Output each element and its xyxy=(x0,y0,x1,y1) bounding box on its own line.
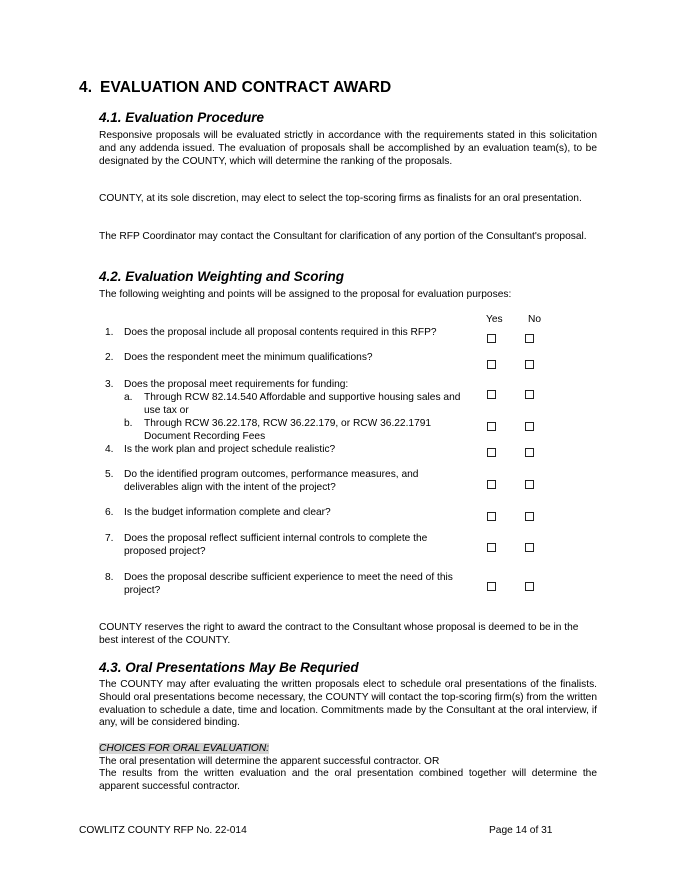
paragraph-weighting-intro: The following weighting and points will be assigned to the proposal for evaluation purposes: xyxy=(99,289,512,300)
sub-question-text: Through RCW 82.14.540 Affordable and supportive housing sales and use tax or xyxy=(144,392,461,416)
question-text: Does the proposal describe sufficient experience to meet the need of this project? xyxy=(124,572,453,596)
question-number: 1. xyxy=(105,327,114,338)
section-number: 4. xyxy=(79,79,93,96)
sub-question-text: Through RCW 36.22.178, RCW 36.22.179, or RCW 36.22.1791 Document Recording Fees xyxy=(144,418,432,442)
no-checkbox[interactable] xyxy=(525,543,534,552)
column-header-no: No xyxy=(528,314,542,325)
yes-checkbox[interactable] xyxy=(487,480,496,489)
question-text: Does the respondent meet the minimum qualifications? xyxy=(124,352,373,363)
question-number: 6. xyxy=(105,507,114,518)
yes-checkbox[interactable] xyxy=(487,422,496,431)
question-number: 2. xyxy=(105,352,114,363)
no-checkbox[interactable] xyxy=(525,480,534,489)
paragraph-award-right: COUNTY reserves the right to award the contract to the Consultant whose proposal is deemed to be in the best interest of the COUNTY. xyxy=(99,622,579,646)
sub-question-letter: a. xyxy=(124,392,133,403)
no-checkbox[interactable] xyxy=(525,422,534,431)
yes-checkbox[interactable] xyxy=(487,448,496,457)
no-checkbox[interactable] xyxy=(525,360,534,369)
yes-checkbox[interactable] xyxy=(487,360,496,369)
question-number: 8. xyxy=(105,572,114,583)
choices-label-line xyxy=(99,743,597,756)
no-checkbox[interactable] xyxy=(525,334,534,343)
paragraph-evaluation-procedure: Responsive proposals will be evaluated strictly in accordance with the requirements stated in this solicitation and any addenda issued. The evaluation of proposals shall be accomplished by an evaluation team(s), to be designated by the COUNTY, which will determine the ranking of the proposals. xyxy=(99,130,597,167)
question-number: 7. xyxy=(105,533,114,544)
paragraph-finalists: COUNTY, at its sole discretion, may elect to select the top-scoring firms as finalists for an oral presentation. xyxy=(99,193,582,204)
section-heading xyxy=(79,79,391,97)
footer-page-number: Page 14 of 31 xyxy=(489,825,553,836)
no-checkbox[interactable] xyxy=(525,390,534,399)
question-number: 3. xyxy=(105,379,114,390)
paragraph-oral-presentations: The COUNTY may after evaluating the written proposals elect to schedule oral presentations of the finalists. Should oral presentations become necessary, the COUNTY will contact the top-scoring firm(s) from the written evaluation to schedule a date, time and location. Commitments made by the Consultant at the oral interview, if any, will be considered binding. xyxy=(99,679,597,729)
yes-checkbox[interactable] xyxy=(487,582,496,591)
choices-label: CHOICES FOR ORAL EVALUATION: xyxy=(99,743,270,754)
choice-option-2: The results from the written evaluation and the oral presentation combined together will determine the apparent successful contractor. xyxy=(99,768,597,792)
yes-checkbox[interactable] xyxy=(487,543,496,552)
question-number: 4. xyxy=(105,444,114,455)
footer-rfp-number: COWLITZ COUNTY RFP No. 22-014 xyxy=(79,825,247,836)
subsection-heading-4-1: 4.1. Evaluation Procedure xyxy=(99,110,265,125)
no-checkbox[interactable] xyxy=(525,448,534,457)
subsection-heading-4-2: 4.2. Evaluation Weighting and Scoring xyxy=(99,269,345,284)
no-checkbox[interactable] xyxy=(525,582,534,591)
column-header-yes: Yes xyxy=(486,314,503,325)
no-checkbox[interactable] xyxy=(525,512,534,521)
question-number: 5. xyxy=(105,469,114,480)
section-title: EVALUATION AND CONTRACT AWARD xyxy=(100,79,392,96)
question-text: Does the proposal reflect sufficient internal controls to complete the proposed project? xyxy=(124,533,428,557)
paragraph-rfp-coordinator: The RFP Coordinator may contact the Consultant for clarification of any portion of the Consultant's proposal. xyxy=(99,231,587,242)
sub-question-letter: b. xyxy=(124,418,133,429)
yes-checkbox[interactable] xyxy=(487,334,496,343)
choice-option-1: The oral presentation will determine the apparent successful contractor. OR xyxy=(99,756,440,767)
question-text: Do the identified program outcomes, performance measures, and deliverables align with the intent of the project? xyxy=(124,469,419,493)
question-text: Does the proposal include all proposal contents required in this RFP? xyxy=(124,327,437,338)
yes-checkbox[interactable] xyxy=(487,512,496,521)
question-text: Does the proposal meet requirements for funding: xyxy=(124,379,349,390)
yes-checkbox[interactable] xyxy=(487,390,496,399)
subsection-heading-4-3: 4.3. Oral Presentations May Be Requried xyxy=(99,660,359,675)
question-text: Is the budget information complete and clear? xyxy=(124,507,331,518)
question-text: Is the work plan and project schedule realistic? xyxy=(124,444,336,455)
